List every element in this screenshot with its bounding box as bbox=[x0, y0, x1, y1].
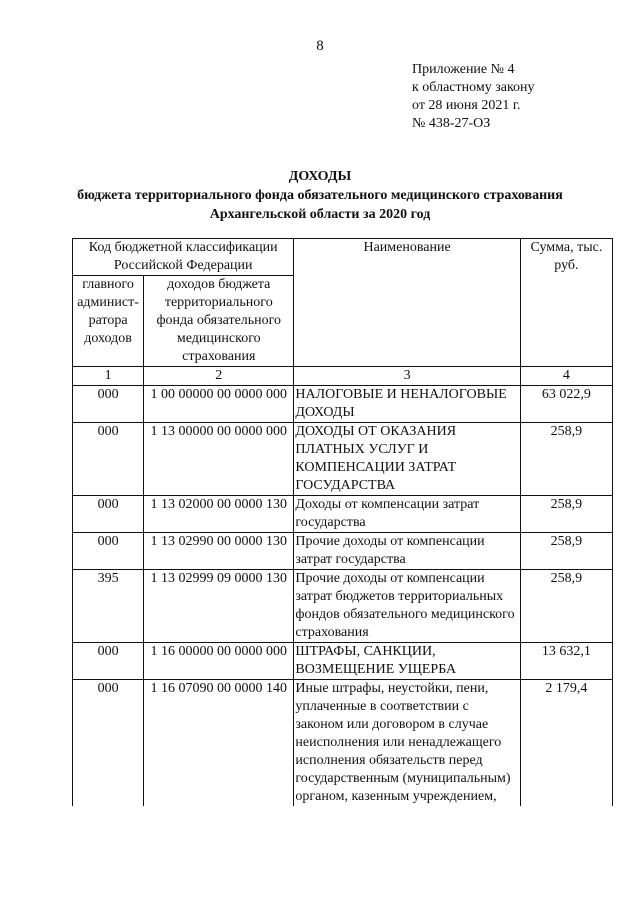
header-code-group: Код бюджетной классификации Российской Федерации bbox=[73, 239, 294, 276]
column-number-row bbox=[73, 367, 613, 386]
appendix-line: к областному закону bbox=[412, 80, 535, 95]
cell-name: Прочие доходы от компенсации затрат государства bbox=[294, 533, 520, 570]
cell-name: Прочие доходы от компенсации затрат бюджетов территориальных фондов обязательного медицинского страхования bbox=[294, 570, 520, 643]
table-row bbox=[73, 643, 613, 680]
cell-sum: 13 632,1 bbox=[520, 643, 612, 680]
cell-sum: 258,9 bbox=[520, 423, 612, 496]
cell-admin: 395 bbox=[73, 570, 144, 643]
column-number: 3 bbox=[294, 367, 520, 386]
table-row bbox=[73, 680, 613, 807]
cell-admin: 000 bbox=[73, 533, 144, 570]
document-title bbox=[0, 167, 640, 224]
table-header-row bbox=[73, 239, 613, 276]
column-number: 2 bbox=[144, 367, 294, 386]
cell-sum: 63 022,9 bbox=[520, 386, 612, 423]
table-row bbox=[73, 533, 613, 570]
title-line: Архангельской области за 2020 год bbox=[209, 207, 431, 222]
cell-name: Доходы от компенсации затрат государства bbox=[294, 496, 520, 533]
cell-code: 1 00 00000 00 0000 000 bbox=[144, 386, 294, 423]
cell-sum: 258,9 bbox=[520, 570, 612, 643]
header-sum: Сумма, тыс. руб. bbox=[520, 239, 612, 367]
title-line: ДОХОДЫ bbox=[288, 169, 352, 184]
cell-admin: 000 bbox=[73, 680, 144, 807]
header-admin: главного админист-ратора доходов bbox=[73, 276, 144, 367]
cell-name: Иные штрафы, неустойки, пени, уплаченные в соответствии с законом или договором в случае неисполнения или ненадлежащего исполнения обязательств перед государственным (муниципальным) органом, казенным учреждением, bbox=[294, 680, 520, 807]
appendix-line: Приложение № 4 bbox=[412, 62, 515, 77]
cell-name: ДОХОДЫ ОТ ОКАЗАНИЯ ПЛАТНЫХ УСЛУГ И КОМПЕНСАЦИИ ЗАТРАТ ГОСУДАРСТВА bbox=[294, 423, 520, 496]
cell-admin: 000 bbox=[73, 386, 144, 423]
cell-code: 1 16 07090 00 0000 140 bbox=[144, 680, 294, 807]
cell-code: 1 13 00000 00 0000 000 bbox=[144, 423, 294, 496]
appendix-note bbox=[412, 61, 535, 133]
cell-name: НАЛОГОВЫЕ И НЕНАЛОГОВЫЕ ДОХОДЫ bbox=[294, 386, 520, 423]
header-income-code: доходов бюджета территориального фонда обязательного медицинского страхования bbox=[144, 276, 294, 367]
cell-admin: 000 bbox=[73, 496, 144, 533]
cell-sum: 258,9 bbox=[520, 496, 612, 533]
table-row bbox=[73, 496, 613, 533]
cell-admin: 000 bbox=[73, 643, 144, 680]
income-table bbox=[72, 238, 613, 806]
cell-sum: 2 179,4 bbox=[520, 680, 612, 807]
cell-sum: 258,9 bbox=[520, 533, 612, 570]
cell-name: ШТРАФЫ, САНКЦИИ, ВОЗМЕЩЕНИЕ УЩЕРБА bbox=[294, 643, 520, 680]
cell-code: 1 13 02000 00 0000 130 bbox=[144, 496, 294, 533]
page-number: 8 bbox=[316, 38, 324, 54]
column-number: 1 bbox=[73, 367, 144, 386]
table-row bbox=[73, 386, 613, 423]
table-row bbox=[73, 423, 613, 496]
cell-code: 1 13 02990 00 0000 130 bbox=[144, 533, 294, 570]
cell-code: 1 16 00000 00 0000 000 bbox=[144, 643, 294, 680]
appendix-line: от 28 июня 2021 г. bbox=[412, 98, 521, 113]
cell-admin: 000 bbox=[73, 423, 144, 496]
column-number: 4 bbox=[520, 367, 612, 386]
appendix-line: № 438-27-ОЗ bbox=[412, 116, 491, 131]
header-name: Наименование bbox=[294, 239, 520, 367]
title-line: бюджета территориального фонда обязательного медицинского страхования bbox=[77, 188, 563, 203]
cell-code: 1 13 02999 09 0000 130 bbox=[144, 570, 294, 643]
table-row bbox=[73, 570, 613, 643]
